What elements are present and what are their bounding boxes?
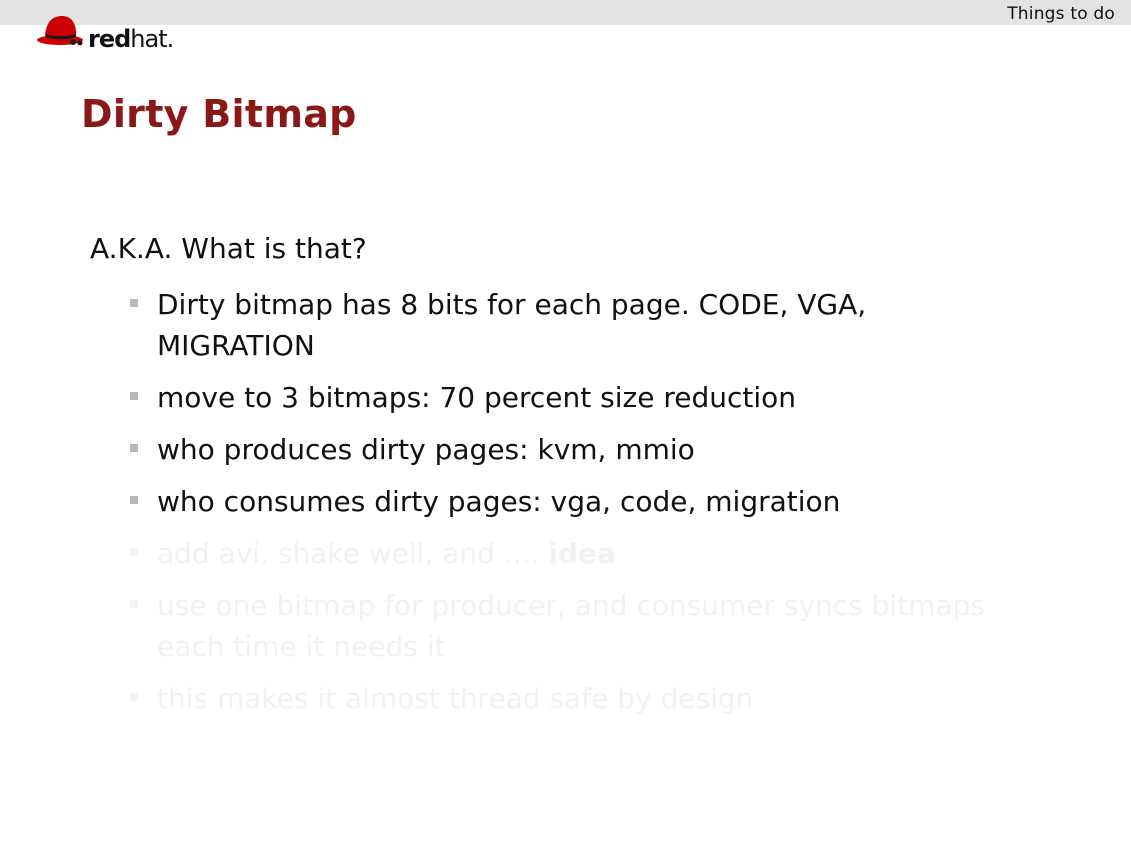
bullet-item: move to 3 bitmaps: 70 percent size reduction [130,377,1030,418]
bullet-square-icon [130,496,138,504]
bullet-list [130,284,1030,730]
bullet-item-hidden: use one bitmap for producer, and consumer syncs bitmaps each time it needs it [130,585,1030,667]
bullet-item-hidden: add avi, shake well, and .... idea [130,533,1030,574]
shadowman-hat-icon [36,13,86,47]
slide-title: Dirty Bitmap [81,92,357,136]
bullet-item-hidden: this makes it almost thread safe by design [130,678,1030,719]
section-label: Things to do [1007,4,1115,24]
bullet-item: Dirty bitmap has 8 bits for each page. CODE, VGA, MIGRATION [130,284,1030,366]
logo-wordmark: redhat. [88,25,174,53]
slide-lead-text: A.K.A. What is that? [90,232,367,265]
bullet-square-icon [130,299,138,307]
bullet-item: who consumes dirty pages: vga, code, migration [130,481,1030,522]
bullet-square-icon [130,548,138,556]
bullet-square-icon [130,392,138,400]
bullet-item: who produces dirty pages: kvm, mmio [130,429,1030,470]
redhat-logo [36,13,186,53]
bullet-square-icon [130,693,138,701]
bullet-square-icon [130,444,138,452]
bullet-square-icon [130,600,138,608]
